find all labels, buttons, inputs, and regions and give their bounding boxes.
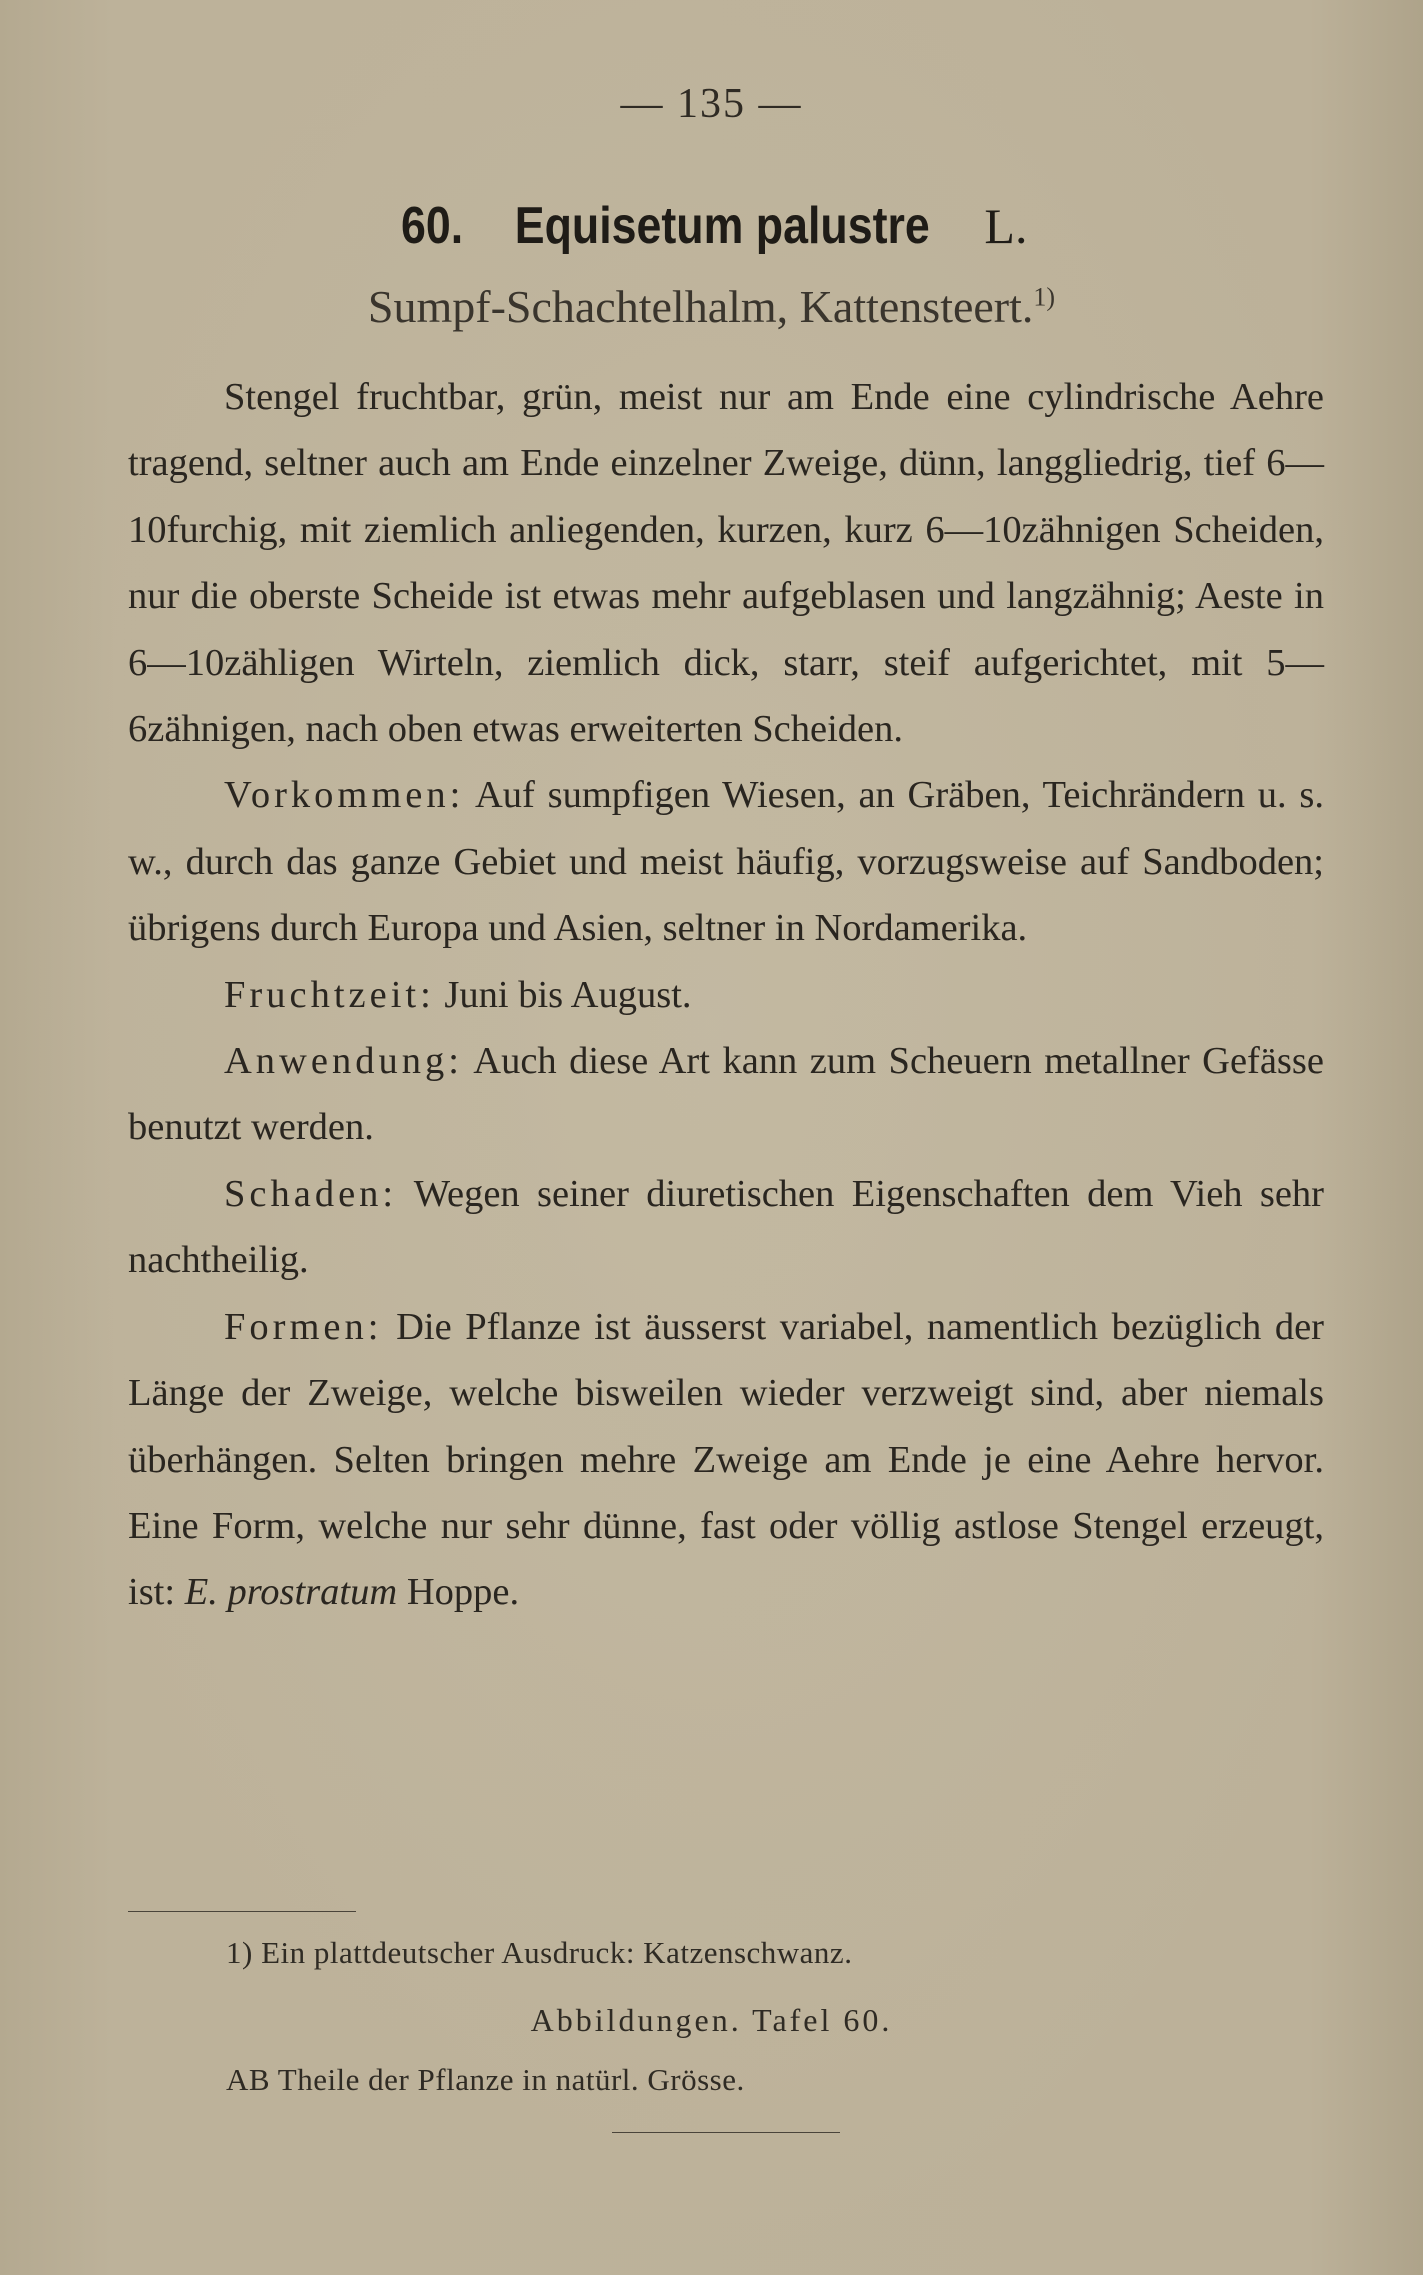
paragraph-label: Schaden: [224,1172,398,1215]
species-title [0,196,1423,256]
illustrations-heading: Abbildungen. Tafel 60. [530,2002,893,2038]
description-body [128,364,1324,1626]
paragraph-fruiting [128,962,1324,1028]
species-number: 60. [400,197,463,255]
illustrations-description: AB Theile der Pflanze in natürl. Grösse. [226,2062,745,2097]
paragraph-label: Fruchtzeit: [224,973,435,1016]
variety-author: Hoppe. [406,1571,520,1614]
species-name: Equisetum palustre [514,197,930,255]
species-author: L. [984,198,1028,254]
end-divider [612,2132,840,2133]
page-number: — 135 — [620,81,803,127]
paragraph-harm [128,1161,1324,1294]
paragraph-forms [128,1294,1324,1626]
paragraph-occurrence [128,762,1324,961]
paragraph-text: Juni bis August. [444,973,692,1016]
footnote-reference: 1) [1033,282,1056,312]
paragraph-text: Auch diese Art kann zum Scheuern metallner Gefässe benutzt werden. [128,1040,1324,1149]
footnote-divider [128,1911,356,1912]
paragraph-use [128,1028,1324,1161]
common-name [0,280,1423,333]
paragraph-label: Vorkommen: [224,774,465,817]
paragraph-text: Auf sumpfigen Wiesen, an Gräben, Teichrändern u. s. w., durch das ganze Gebiet und meist häufig, vorzugsweise auf Sandboden; übrigens durch Europa und Asien, seltner in Nordamerika. [128,774,1324,950]
footnote: 1) Ein plattdeutscher Ausdruck: Katzenschwanz. [226,1935,853,1970]
paragraph-description [128,364,1324,762]
paragraph-label: Formen: [224,1305,383,1348]
paragraph-text: Die Pflanze ist äusserst variabel, namentlich bezüglich der Länge der Zweige, welche bisweilen wieder verzweigt sind, aber niemals überhängen. Selten bringen mehre Zweige am Ende je eine Aehre hervor. Eine Form, welche nur sehr dünne, fast oder völlig astlose Stengel erzeugt, ist: [128,1305,1324,1614]
paragraph-label: Anwendung: [224,1040,463,1083]
paragraph-text: Stengel fruchtbar, grün, meist nur am Ende eine cylindrische Aehre tragend, seltner auch am Ende einzelner Zweige, dünn, langgliedrig, tief 6—10furchig, mit ziemlich anliegenden, kurzen, kurz 6—10zähnigen Scheiden, nur die oberste Scheide ist etwas mehr aufgeblasen und langzähnig; Aeste in 6—10zähligen Wirteln, ziemlich dick, starr, steif aufgerichtet, mit 5—6zähnigen, nach oben etwas erweiterten Scheiden. [128,376,1324,751]
paragraph-text: Wegen seiner diuretischen Eigenschaften dem Vieh sehr nachtheilig. [128,1172,1324,1282]
variety-name: E. prostratum [184,1571,398,1614]
common-name-text: Sumpf-Schachtelhalm, Kattensteert. [367,281,1034,332]
